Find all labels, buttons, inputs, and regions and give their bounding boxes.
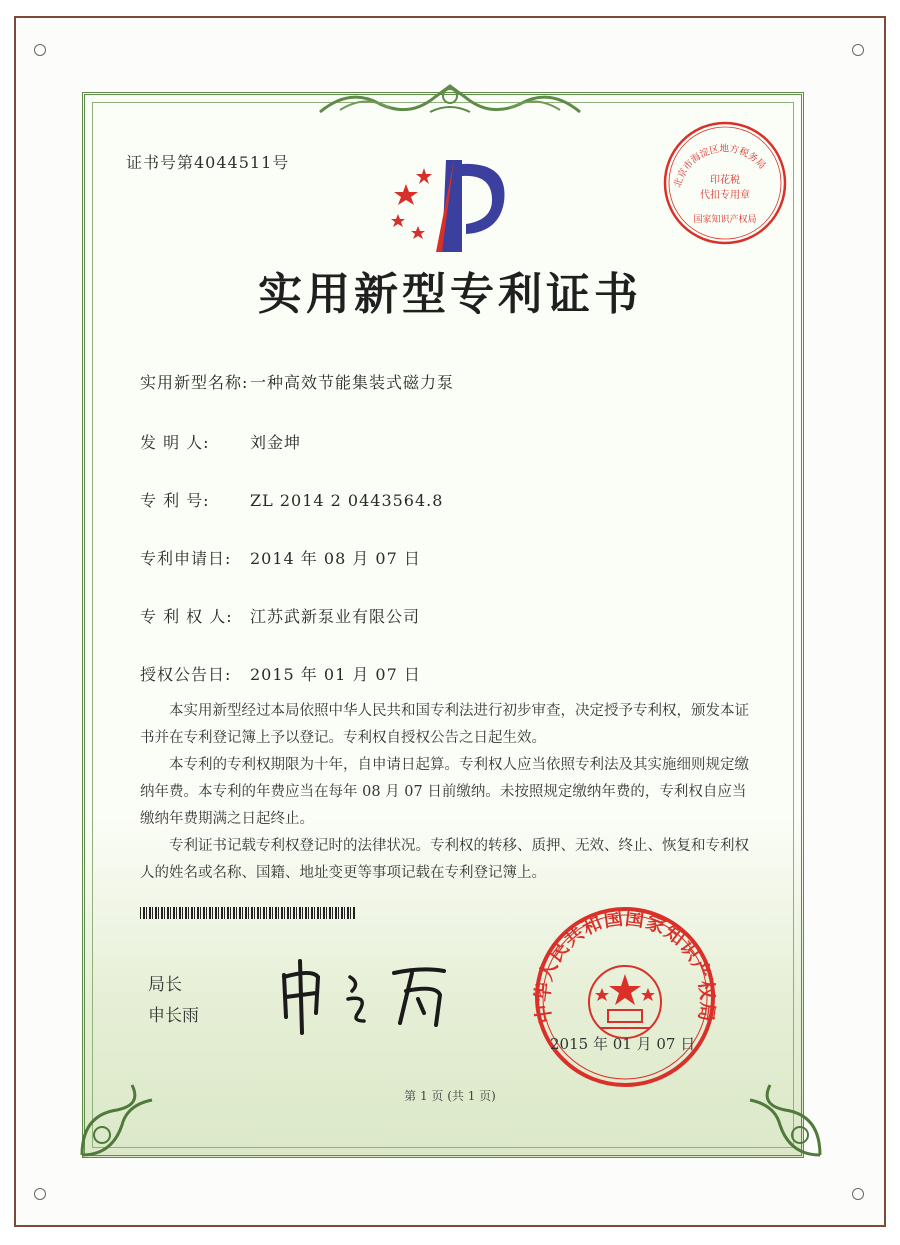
top-ornament-icon	[310, 82, 590, 122]
director-signature	[272, 955, 472, 1035]
field-utility-model-name	[140, 370, 454, 393]
field-label: 专 利 号:	[140, 491, 210, 510]
national-ip-seal	[530, 902, 720, 1092]
field-value: 一种高效节能集装式磁力泵	[250, 373, 455, 392]
field-value: 2014 年 08 月 07 日	[250, 549, 421, 568]
field-label: 发 明 人:	[140, 433, 210, 452]
binder-hole-icon	[852, 1188, 864, 1200]
field-label: 授权公告日:	[140, 665, 232, 684]
stamp-small-line1: 印花税	[710, 175, 740, 186]
field-label: 专 利 权 人:	[140, 607, 233, 626]
field-value: 刘金坤	[250, 433, 302, 452]
field-value: 江苏武新泵业有限公司	[250, 607, 421, 626]
body-paragraph: 本实用新型经过本局依照中华人民共和国专利法进行初步审查，决定授予专利权，颁发本证书并在专利登记簿上予以登记。专利权自授权公告之日起生效。	[140, 703, 749, 746]
director-name: 申长雨	[148, 1006, 199, 1026]
director-title: 局长	[148, 975, 182, 995]
body-paragraph: 本专利的专利权期限为十年，自申请日起算。专利权人应当依照专利法及其实施细则规定缴纳年费。本专利的年费应当在每年 08 月 07 日前缴纳。未按照规定缴纳年费的，专利权自应当缴纳年费期满之日起终止。	[140, 757, 749, 827]
field-patent-number	[140, 488, 443, 511]
field-value: 2015 年 01 月 07 日	[250, 665, 421, 684]
certificate-number: 证书号第4044511号	[126, 153, 290, 172]
certificate-title: 实用新型专利证书	[258, 269, 642, 320]
page-number: 第 1 页 (共 1 页)	[404, 1089, 496, 1103]
certificate-body	[140, 698, 760, 887]
field-patentee	[140, 604, 420, 627]
barcode	[140, 907, 355, 919]
field-label: 实用新型名称:	[140, 373, 249, 392]
seal-outer-text: 中华人民共和国国家知识产权局	[531, 907, 719, 1025]
binder-hole-icon	[852, 44, 864, 56]
field-grant-date	[140, 662, 421, 685]
field-value: ZL 2014 2 0443564.8	[250, 491, 444, 510]
field-application-date	[140, 546, 421, 569]
binder-hole-icon	[34, 44, 46, 56]
stamp-small-outer-text: 北京市海淀区地方税务局	[672, 143, 768, 189]
stamp-small-line2: 代扣专用章	[700, 190, 750, 201]
stamp-small-bottom: 国家知识产权局	[693, 215, 757, 225]
field-inventor	[140, 430, 301, 453]
tax-stamp	[660, 118, 790, 248]
binder-hole-icon	[34, 1188, 46, 1200]
patent-office-logo-icon	[384, 152, 524, 262]
seal-date: 2015 年 01 月 07 日	[550, 1035, 696, 1053]
field-label: 专利申请日:	[140, 549, 232, 568]
body-paragraph: 专利证书记载专利权登记时的法律状况。专利权的转移、质押、无效、终止、恢复和专利权人的姓名或名称、国籍、地址变更等事项记载在专利登记簿上。	[140, 838, 749, 881]
